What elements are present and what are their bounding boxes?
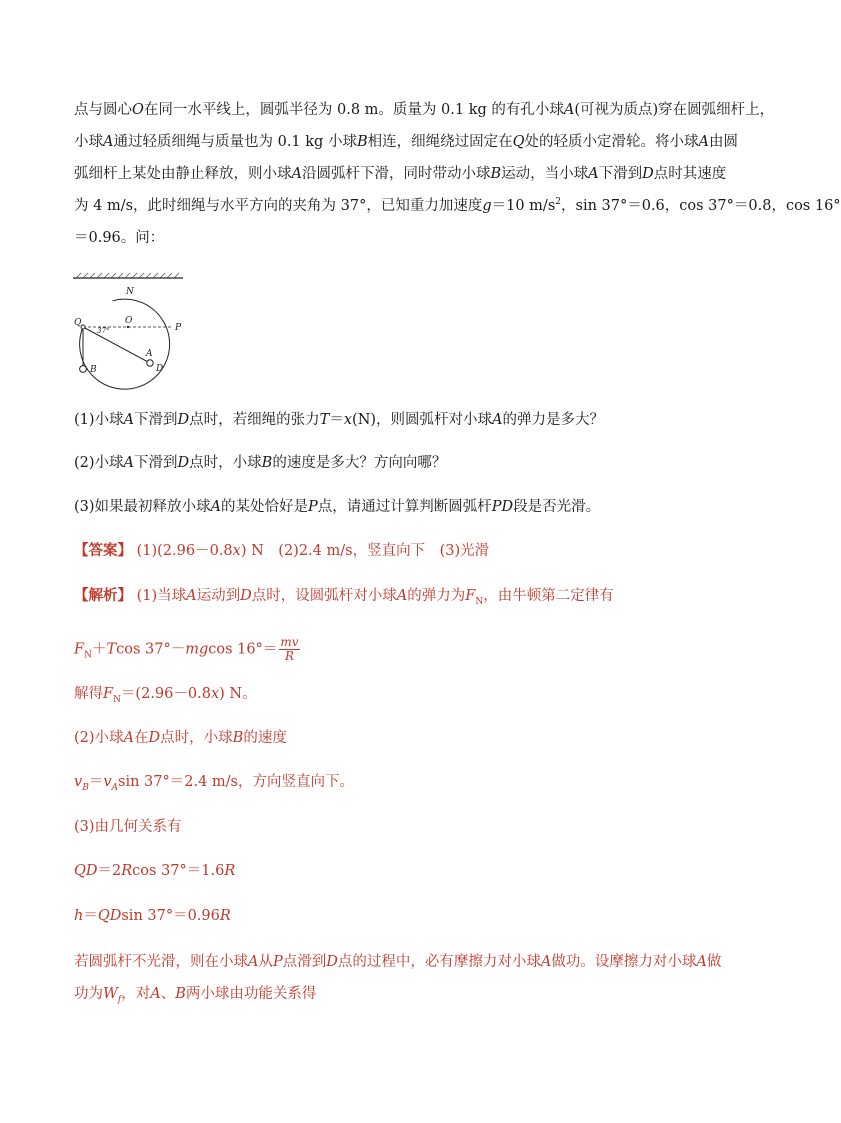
analysis-line-friction-1: 若圆弧杆不光滑，则在小球A从P点滑到D点的过程中，必有摩擦力对小球A做功。设摩擦力对小球A做 xyxy=(74,954,722,970)
analysis-part-2: (2)小球A在D点时，小球B的速度 xyxy=(74,730,287,746)
analysis-line-1: 【解析】 (1)当球A运动到D点时，设圆弧杆对小球A的弹力为$F_N$，由牛顿第二定律有 xyxy=(74,587,614,607)
question-3: (3)如果最初释放小球A的某处恰好是P点，请通过计算判断圆弧杆PD段是否光滑。 xyxy=(74,499,601,515)
equation-3: QD＝2Rcos 37°＝1.6R xyxy=(74,863,236,879)
arc-rod xyxy=(80,299,170,389)
problem-line-1: 点与圆心O在同一水平线上，圆弧半径为 0.8 m。质量为 0.1 kg 的有孔小球A(可视为质点)穿在圆弧细杆上， xyxy=(74,102,775,118)
answer-tag: 【答案】 xyxy=(74,542,132,559)
label-N: N xyxy=(126,287,134,297)
problem-line-4: 为 4 m/s，此时细绳与水平方向的夹角为 37°，已知重力加速度g＝10 $m/s^2$，sin 37°＝0.6，cos 37°＝0.8，cos 16° xyxy=(74,197,841,214)
label-B: B xyxy=(90,365,97,375)
label-D: D xyxy=(156,364,164,374)
problem-line-2: 小球A通过轻质细绳与质量也为 0.1 kg 小球B相连，细绳绕过固定在Q处的轻质小定滑轮。将小球A由圆 xyxy=(74,134,738,150)
pulley-Q xyxy=(81,325,85,329)
ball-B xyxy=(80,366,87,373)
fraction-mv-R: $\frac{mv}{R}$ xyxy=(280,635,299,663)
answer-line: 【答案】 (1)(2.96－0.8x) N (2)2.4 m/s，竖直向下 (3)光滑 xyxy=(74,542,490,559)
question-2: (2)小球A下滑到D点时，小球B的速度是多大？方向向哪？ xyxy=(74,455,447,471)
ball-A xyxy=(147,360,153,366)
question-1: (1)小球A下滑到D点时，若细绳的张力T＝x(N)，则圆弧杆对小球A的弹力是多大？ xyxy=(74,412,605,428)
analysis-part-3: (3)由几何关系有 xyxy=(74,819,182,835)
equation-4: h＝QDsin 37°＝0.96R xyxy=(74,908,231,924)
ceiling-hatch xyxy=(76,273,179,278)
physics-diagram xyxy=(70,270,200,380)
equation-1: $F_N+Tcos$ 37°－mgcos 16°＝ $\frac{mv}{R}$ xyxy=(74,635,299,663)
label-A: A xyxy=(146,349,153,359)
center-point-O xyxy=(127,326,129,328)
label-Q: Q xyxy=(74,318,82,328)
label-P: P xyxy=(175,323,182,333)
solution-FN: 解得$F_N=(2.96-0.8x)$ N。 xyxy=(74,686,257,705)
label-angle: 37° xyxy=(97,327,110,335)
analysis-line-friction-2: 功为$W_f$，对A、B两小球由功能关系得 xyxy=(74,986,317,1005)
analysis-tag: 【解析】 xyxy=(74,587,132,604)
label-O: O xyxy=(125,316,133,326)
problem-line-5: ＝0.96。问： xyxy=(74,230,165,246)
problem-line-3: 弧细杆上某处由静止释放，则小球A沿圆弧杆下滑，同时带动小球B运动，当小球A下滑到D点时其速度 xyxy=(74,166,727,182)
equation-2: $v_B=v_A\sin$ 37°＝2.4 m/s，方向竖直向下。 xyxy=(74,774,355,793)
string-QA xyxy=(83,327,150,363)
